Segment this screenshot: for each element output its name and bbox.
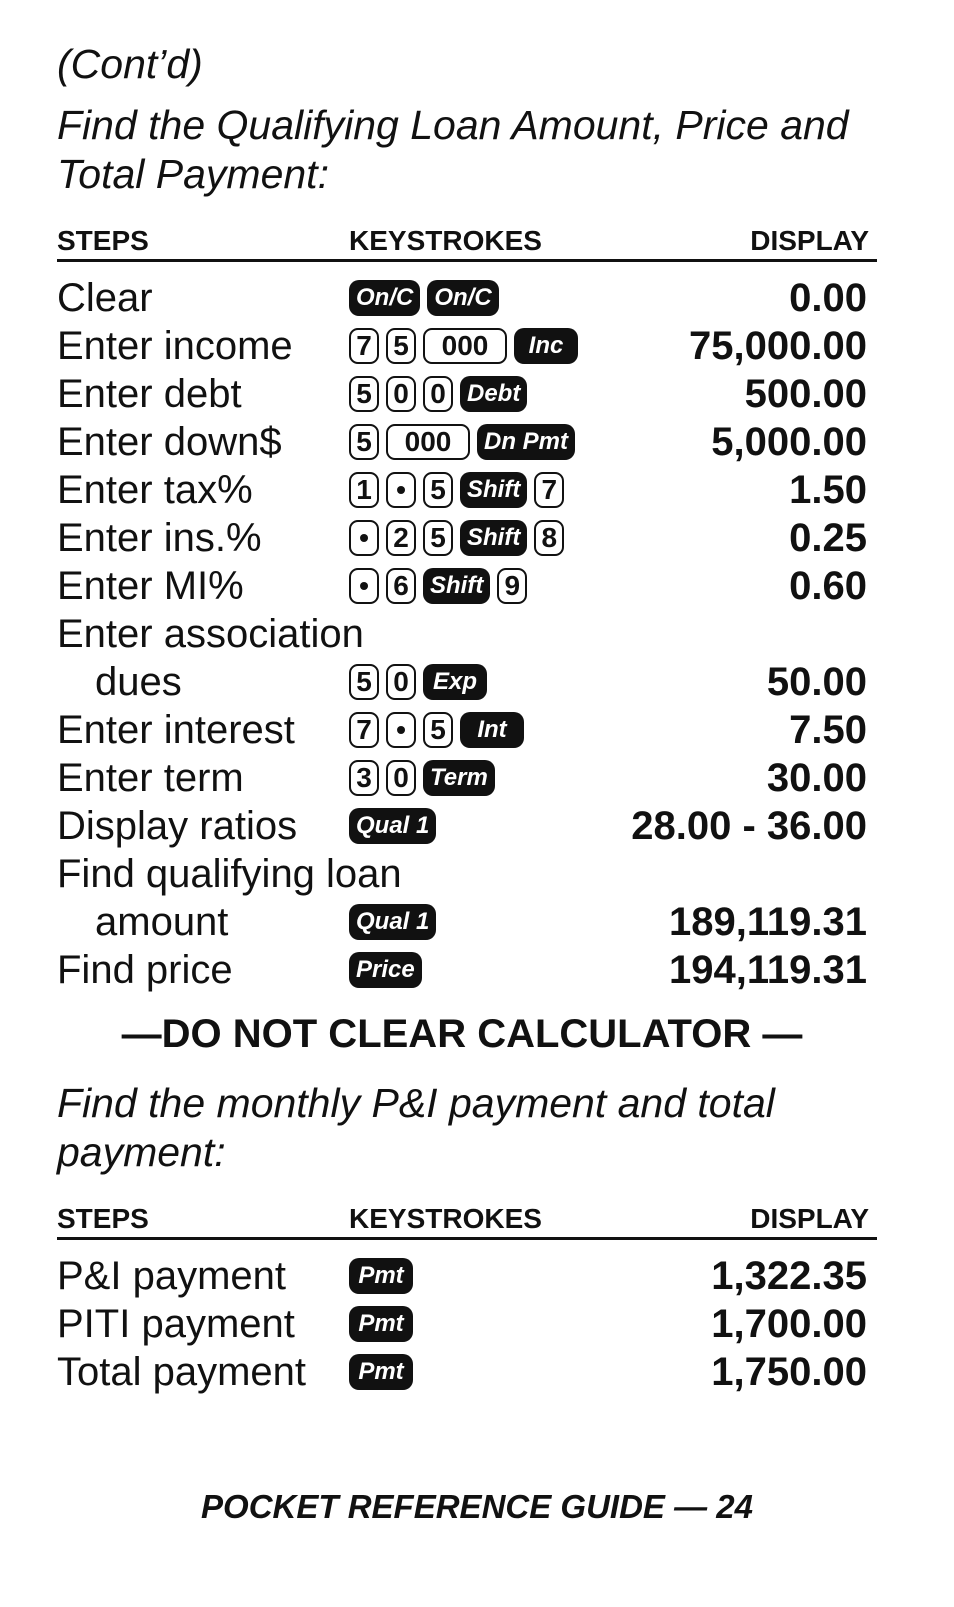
table-row xyxy=(57,274,877,322)
key-term-icon: Term xyxy=(423,760,495,796)
key-7-icon: 7 xyxy=(349,712,379,748)
step-label: Total payment xyxy=(57,1350,307,1394)
key-dn-pmt-icon: Dn Pmt xyxy=(477,424,575,460)
display-value: 0.60 xyxy=(789,564,867,608)
col-steps: STEPS xyxy=(57,1203,149,1234)
table-row xyxy=(57,898,877,946)
table-row xyxy=(57,1252,877,1300)
display-value: 194,119.31 xyxy=(669,948,867,992)
step-label: Find qualifying loan xyxy=(57,852,402,896)
table-row xyxy=(57,1348,877,1396)
display-value: 0.25 xyxy=(789,516,867,560)
keystroke-group xyxy=(349,1306,413,1342)
display-value: 189,119.31 xyxy=(669,900,867,944)
col-steps: STEPS xyxy=(57,225,149,256)
display-value: 500.00 xyxy=(744,372,867,416)
key-shift-icon: Shift xyxy=(460,472,527,508)
key-on-c-icon: On/C xyxy=(427,280,498,316)
key-debt-icon: Debt xyxy=(460,376,527,412)
key-9-icon: 9 xyxy=(497,568,527,604)
step-label: PITI payment xyxy=(57,1302,295,1346)
step-label: Find price xyxy=(57,948,233,992)
keystroke-group xyxy=(349,1258,413,1294)
table-header-2 xyxy=(57,1203,877,1240)
key-5-icon: 5 xyxy=(349,664,379,700)
key-5-icon: 5 xyxy=(349,424,379,460)
table-row xyxy=(57,610,877,658)
key-5-icon: 5 xyxy=(349,376,379,412)
step-label: Enter ins.% xyxy=(57,516,262,560)
key--icon: • xyxy=(349,520,379,556)
do-not-clear-banner: —DO NOT CLEAR CALCULATOR — xyxy=(121,1012,803,1056)
col-display: DISPLAY xyxy=(750,225,869,256)
table-row xyxy=(57,658,877,706)
col-keystrokes: KEYSTROKES xyxy=(349,1203,542,1234)
col-display: DISPLAY xyxy=(750,1203,869,1234)
step-label: amount xyxy=(95,900,229,944)
key-1-icon: 1 xyxy=(349,472,379,508)
keystroke-group xyxy=(349,424,575,460)
table-row xyxy=(57,322,877,370)
key-0-icon: 0 xyxy=(386,376,416,412)
key-qual-1-icon: Qual 1 xyxy=(349,904,436,940)
key-000-icon: 000 xyxy=(423,328,507,364)
key-5-icon: 5 xyxy=(423,520,453,556)
key-5-icon: 5 xyxy=(386,328,416,364)
key-3-icon: 3 xyxy=(349,760,379,796)
key-qual-1-icon: Qual 1 xyxy=(349,808,436,844)
display-value: 1,700.00 xyxy=(711,1302,867,1346)
table-row xyxy=(57,1300,877,1348)
key--icon: • xyxy=(386,712,416,748)
step-label: Display ratios xyxy=(57,804,298,848)
key-7-icon: 7 xyxy=(349,328,379,364)
key-exp-icon: Exp xyxy=(423,664,487,700)
keystroke-group xyxy=(349,760,495,796)
key--icon: • xyxy=(386,472,416,508)
key-0-icon: 0 xyxy=(423,376,453,412)
step-label: Enter income xyxy=(57,324,293,368)
key-8-icon: 8 xyxy=(534,520,564,556)
step-label: Enter MI% xyxy=(57,564,244,608)
key-shift-icon: Shift xyxy=(423,568,490,604)
key-5-icon: 5 xyxy=(423,712,453,748)
key-7-icon: 7 xyxy=(534,472,564,508)
step-label: Enter down$ xyxy=(57,420,282,464)
key-int-icon: Int xyxy=(460,712,524,748)
display-value: 5,000.00 xyxy=(711,420,867,464)
table-row xyxy=(57,514,877,562)
key-pmt-icon: Pmt xyxy=(349,1306,413,1342)
step-label: P&I payment xyxy=(57,1254,287,1298)
keystroke-group xyxy=(349,1354,413,1390)
keystroke-group xyxy=(349,664,487,700)
key-inc-icon: Inc xyxy=(514,328,578,364)
key-5-icon: 5 xyxy=(423,472,453,508)
key-price-icon: Price xyxy=(349,952,422,988)
steps-table-qualifying xyxy=(57,274,877,994)
step-label: Enter interest xyxy=(57,708,295,752)
display-value: 75,000.00 xyxy=(689,324,867,368)
section-heading-payment: Find the monthly P&I payment and total payment: xyxy=(57,1080,775,1175)
keystroke-group xyxy=(349,808,436,844)
key-on-c-icon: On/C xyxy=(349,280,420,316)
keystroke-group xyxy=(349,952,422,988)
key-0-icon: 0 xyxy=(386,664,416,700)
page-footer: POCKET REFERENCE GUIDE — 24 xyxy=(201,1488,753,1525)
step-label: Enter debt xyxy=(57,372,242,416)
keystroke-group xyxy=(349,472,564,508)
key-0-icon: 0 xyxy=(386,760,416,796)
step-label: Enter tax% xyxy=(57,468,253,512)
display-value: 1,322.35 xyxy=(711,1254,867,1298)
col-keystrokes: KEYSTROKES xyxy=(349,225,542,256)
display-value: 28.00 - 36.00 xyxy=(631,804,867,848)
table-row xyxy=(57,706,877,754)
key-shift-icon: Shift xyxy=(460,520,527,556)
keystroke-group xyxy=(349,568,527,604)
table-row xyxy=(57,946,877,994)
keystroke-group xyxy=(349,376,527,412)
step-label: Clear xyxy=(57,276,153,320)
display-value: 7.50 xyxy=(789,708,867,752)
keystroke-group xyxy=(349,520,564,556)
step-label: dues xyxy=(95,660,182,704)
keystroke-group xyxy=(349,712,524,748)
key-6-icon: 6 xyxy=(386,568,416,604)
steps-table-payment xyxy=(57,1252,877,1396)
key-000-icon: 000 xyxy=(386,424,470,460)
table-row xyxy=(57,754,877,802)
table-row xyxy=(57,466,877,514)
table-row xyxy=(57,418,877,466)
table-row xyxy=(57,850,877,898)
cont-label: (Cont’d) xyxy=(57,41,203,87)
display-value: 0.00 xyxy=(789,276,867,320)
step-label: Enter term xyxy=(57,756,244,800)
display-value: 50.00 xyxy=(766,660,867,704)
table-row xyxy=(57,802,877,850)
step-label: Enter association xyxy=(57,612,364,656)
display-value: 1.50 xyxy=(789,468,867,512)
table-row xyxy=(57,370,877,418)
table-row xyxy=(57,562,877,610)
display-value: 1,750.00 xyxy=(711,1350,867,1394)
key-pmt-icon: Pmt xyxy=(349,1258,413,1294)
table-header xyxy=(57,225,877,262)
page xyxy=(57,40,877,1396)
key-pmt-icon: Pmt xyxy=(349,1354,413,1390)
key--icon: • xyxy=(349,568,379,604)
section-heading-qualifying: Find the Qualifying Loan Amount, Price and Total Payment: xyxy=(57,102,849,197)
key-2-icon: 2 xyxy=(386,520,416,556)
keystroke-group xyxy=(349,328,578,364)
keystroke-group xyxy=(349,904,436,940)
display-value: 30.00 xyxy=(766,756,867,800)
keystroke-group xyxy=(349,280,499,316)
